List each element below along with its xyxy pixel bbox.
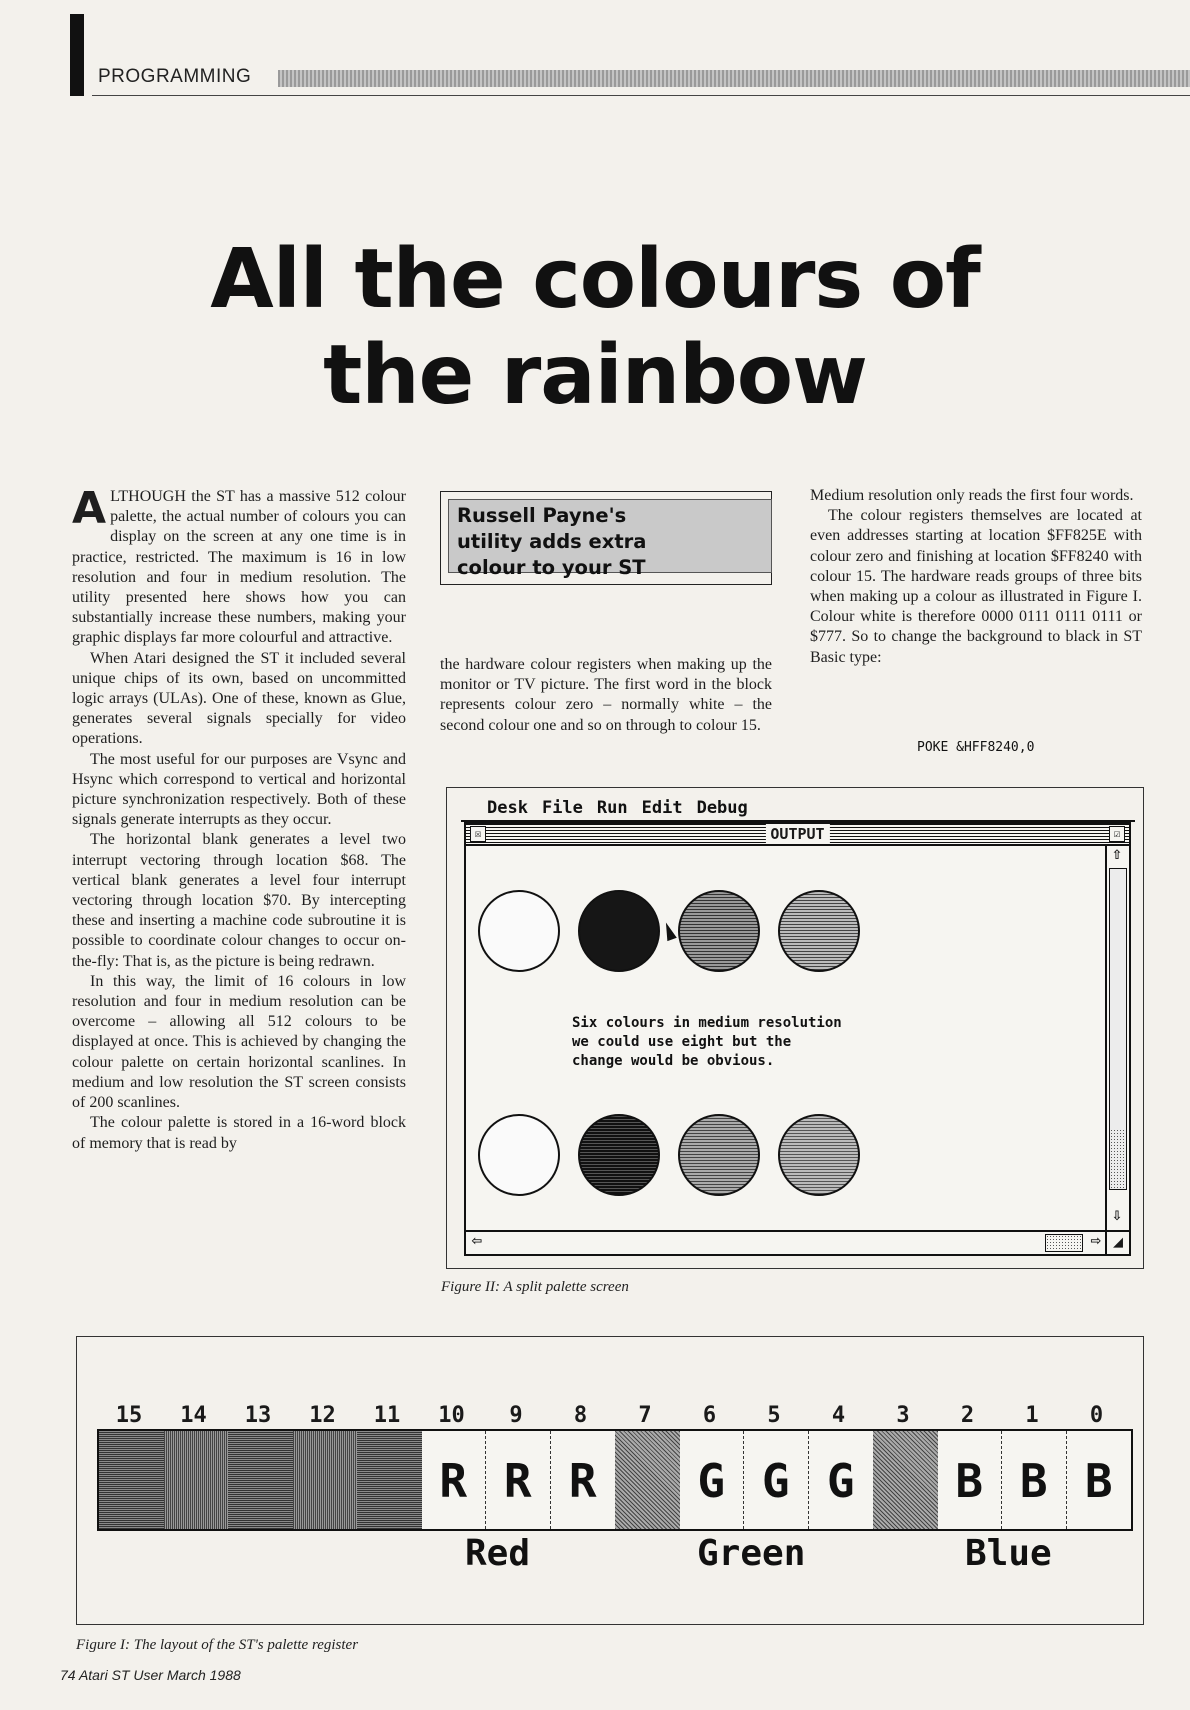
drop-cap: A — [72, 483, 107, 534]
bit-number: 6 — [702, 1403, 717, 1428]
bit-number: 12 — [309, 1403, 336, 1428]
green-bit: G — [680, 1431, 745, 1529]
arrow-right-icon: ⇨ — [1090, 1234, 1102, 1249]
green-label: Green — [697, 1533, 806, 1574]
unused-bits — [164, 1431, 229, 1529]
vertical-scrollbar — [1105, 846, 1129, 1230]
menu-desk: Desk — [487, 798, 528, 818]
arrow-down-icon: ⇩ — [1111, 1209, 1123, 1224]
header-bar — [278, 70, 1190, 87]
colour-disc-white — [478, 890, 560, 972]
colour-disc-black — [578, 890, 660, 972]
fuller-icon: ☑ — [1109, 826, 1125, 842]
section-label: PROGRAMMING — [98, 66, 252, 87]
scroll-thumb — [1110, 1129, 1126, 1189]
bit-number: 9 — [509, 1403, 523, 1428]
bit-number: 11 — [373, 1403, 401, 1428]
figure-2-screenshot — [446, 787, 1144, 1269]
menu-debug: Debug — [696, 798, 748, 818]
bit-number: 13 — [244, 1403, 272, 1428]
window-title: OUTPUT — [765, 824, 829, 844]
standfirst-text: Russell Payne's utility adds extra colour to your ST — [448, 499, 772, 573]
green-bit: G — [744, 1431, 809, 1529]
bit-number: 15 — [115, 1403, 143, 1428]
figure-2-caption: Figure II: A split palette screen — [441, 1279, 629, 1295]
column-3 — [810, 486, 1142, 668]
colour-disc-light-grey — [778, 1114, 860, 1196]
figure-1-caption: Figure I: The layout of the ST's palette register — [76, 1637, 359, 1653]
arrow-up-icon: ⇧ — [1111, 848, 1123, 863]
bit-number: 3 — [896, 1403, 910, 1428]
mouse-pointer-icon — [661, 921, 677, 941]
bit-number: 4 — [831, 1403, 846, 1428]
sizer-icon: ◢ — [1105, 1232, 1129, 1254]
paragraph: the hardware colour registers when making up the monitor or TV picture. The first word in the block represents colour zero – normally white – the second colour one and so on through to colour 15. — [440, 656, 772, 734]
register-bar — [97, 1429, 1133, 1531]
unused-bits — [228, 1431, 293, 1529]
header-block — [70, 14, 84, 96]
output-message: Six colours in medium resolution we could use eight but the change would be obvious. — [572, 1015, 842, 1069]
paragraph: The colour palette is stored in a 16-word block of memory that is read by — [72, 1114, 406, 1152]
green-bit: G — [826, 1454, 855, 1508]
colour-disc-light-grey — [778, 890, 860, 972]
unused-bit — [873, 1431, 938, 1529]
menu-run: Run — [596, 798, 628, 818]
horizontal-scrollbar — [466, 1230, 1129, 1254]
bit-number: 14 — [180, 1403, 207, 1428]
output-window — [464, 822, 1131, 1256]
blue-bit: B — [938, 1431, 1003, 1529]
bit-number-row — [97, 1403, 1129, 1431]
paragraph: The most useful for our purposes are Vsync and Hsync which correspond to vertical and horizontal picture synchronization respectively. Both of these signals generate interrupts as they occur. — [72, 750, 406, 829]
unused-bits — [357, 1431, 422, 1529]
headline — [0, 232, 1190, 424]
blue-label: Blue — [965, 1533, 1052, 1574]
hscroll-thumb — [1045, 1234, 1083, 1252]
paragraph: The horizontal blank generates a level two interrupt vectoring through location $68. The vertical blank generates a level four interrupt vectoring through location $70. By intercepting these and inserting a machine code subroutine it is possible to coordinate colour changes to occur on-the-fly: That is, as the picture is being redrawn. — [72, 831, 406, 970]
paragraph: The colour registers themselves are located at even addresses starting at location $FF825E with colour zero and finishing at location $FF8240 with colour 15. The hardware reads groups of three bits when making up a colour as illustrated in Figure I. Colour white is therefore 0000 0111 0111 0111 or $777. So to change the background to black in ST Basic type: — [810, 507, 1142, 666]
red-bit: R — [486, 1431, 551, 1529]
bit-number: 5 — [767, 1403, 781, 1428]
close-icon: ☒ — [470, 826, 486, 842]
red-label: Red — [465, 1533, 531, 1574]
colour-disc-dark — [578, 1114, 660, 1196]
paragraph: ALTHOUGH the ST has a massive 512 colour palette, the actual number of colours you can display on the screen at any one time is in practice, restricted. The maximum is 16 in low resolution and four in medium resolution. The utility presented here shows how you can substantially increase these numbers, making your graphic displays far more colourful and attractive. — [72, 483, 406, 647]
bit-number: 0 — [1089, 1403, 1104, 1428]
standfirst-box — [440, 491, 772, 585]
menu-bar — [487, 798, 762, 818]
bit-number: 7 — [638, 1403, 652, 1428]
figure-1-palette-register — [76, 1336, 1144, 1625]
bit-number: 10 — [438, 1403, 465, 1428]
unused-bits — [99, 1431, 164, 1529]
bit-number: 2 — [960, 1403, 975, 1428]
bit-number: 8 — [573, 1403, 588, 1428]
code-sample: POKE &HFF8240,0 — [917, 740, 1035, 755]
menu-file: File — [541, 798, 583, 818]
window-titlebar — [466, 824, 1129, 846]
paragraph: When Atari designed the ST it included several unique chips of its own, based on uncommitted logic arrays (ULAs). One of these, known as Glue, generates several signals specially for video operations. — [72, 649, 406, 748]
column-1 — [72, 483, 406, 1154]
blue-bit: B — [1002, 1431, 1067, 1529]
paragraph: In this way, the limit of 16 colours in low resolution and four in medium resolution can be overcome – allowing all 512 colours to be displayed at once. This is achieved by changing the colour palette on certain horizontal scanlines. In medium and low resolution the ST screen consists of 200 scanlines. — [72, 972, 406, 1112]
colour-disc-white — [478, 1114, 560, 1196]
menu-edit: Edit — [641, 798, 683, 818]
red-bit: R — [422, 1431, 487, 1529]
scroll-track — [1109, 868, 1127, 1190]
headline-line-1: All the colours of — [210, 232, 980, 327]
colour-disc-mid-grey — [678, 1114, 760, 1196]
arrow-left-icon: ⇦ — [471, 1234, 483, 1249]
blue-bit: B — [1084, 1454, 1113, 1508]
header-rule — [92, 95, 1190, 96]
bit-number: 1 — [1025, 1403, 1039, 1428]
headline-line-2: the rainbow — [323, 328, 867, 423]
red-bit: R — [568, 1454, 597, 1508]
unused-bits — [293, 1431, 358, 1529]
column-2 — [440, 655, 772, 736]
page-folio: 74 Atari ST User March 1988 — [60, 1667, 241, 1683]
colour-disc-dark-grey — [678, 890, 760, 972]
paragraph: Medium resolution only reads the first four words. — [810, 487, 1134, 504]
unused-bit — [615, 1431, 680, 1529]
